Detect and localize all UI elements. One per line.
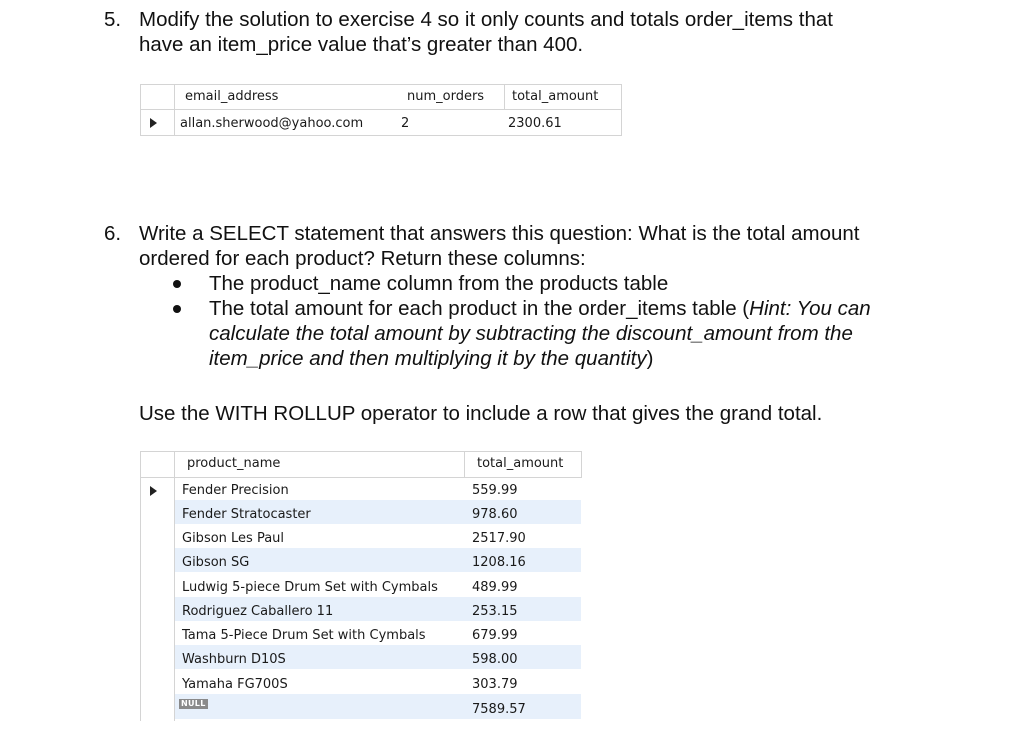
cell-product-name[interactable]: Ludwig 5-piece Drum Set with Cymbals [182, 580, 438, 595]
question-number: 6. [104, 222, 122, 245]
cell-product-name[interactable]: Yamaha FG700S [182, 677, 288, 692]
cell-total-amount[interactable]: 2517.90 [472, 531, 526, 546]
list-item [173, 296, 871, 371]
column-list [173, 271, 871, 371]
cell-product-name[interactable]: Fender Stratocaster [182, 507, 311, 522]
closing-paren: ) [646, 347, 654, 370]
cell-product-name[interactable]: Fender Precision [182, 483, 289, 498]
column-header-email-address[interactable]: email_address [185, 89, 279, 104]
hint-text: item_price and then multiplying it by the quantity [209, 347, 647, 370]
current-row-indicator-icon [150, 486, 157, 496]
question-5 [104, 7, 1004, 57]
cell-total-amount[interactable]: 978.60 [472, 507, 518, 522]
question-6 [104, 221, 1004, 271]
column-header-num-orders[interactable]: num_orders [407, 89, 485, 104]
column-header-total-amount[interactable]: total_amount [512, 89, 599, 104]
question-text-line-1: Write a SELECT statement that answers this question: What is the total amount [139, 222, 860, 245]
cell-total-amount[interactable]: 1208.16 [472, 555, 526, 570]
cell-product-name[interactable]: Rodriguez Caballero 11 [182, 604, 334, 619]
cell-product-name[interactable]: Gibson Les Paul [182, 531, 285, 546]
bullet-icon [173, 305, 181, 313]
cell-total-amount[interactable]: 303.79 [472, 677, 518, 692]
result-grid-1 [140, 84, 622, 136]
cell-product-name[interactable]: Tama 5-Piece Drum Set with Cymbals [182, 628, 426, 643]
cell-total-amount[interactable]: 598.00 [472, 652, 518, 667]
question-text-line-2: ordered for each product? Return these columns: [139, 247, 586, 270]
null-value-badge[interactable]: NULL [181, 699, 206, 708]
current-row-indicator-icon [150, 118, 157, 128]
result-grid-2 [140, 451, 582, 723]
cell-email-address[interactable]: allan.sherwood@yahoo.com [180, 116, 364, 131]
bullet-icon [173, 280, 181, 288]
bullet-text: The total amount for each product in the order_items table ( [209, 297, 750, 320]
bullet-text: The product_name column from the products table [209, 272, 669, 295]
cell-total-amount[interactable]: 7589.57 [472, 702, 526, 717]
question-text-line-2: have an item_price value that’s greater than 400. [139, 33, 584, 56]
hint-text: Hint: You can [749, 297, 871, 320]
cell-total-amount[interactable]: 679.99 [472, 628, 518, 643]
hint-text: calculate the total amount by subtracting the discount_amount from the [209, 322, 853, 345]
cell-num-orders[interactable]: 2 [401, 116, 410, 131]
rollup-instruction: Use the WITH ROLLUP operator to include a row that gives the grand total. [139, 402, 823, 425]
question-number: 5. [104, 8, 122, 31]
cell-product-name[interactable]: Washburn D10S [182, 652, 286, 667]
cell-total-amount[interactable]: 489.99 [472, 580, 518, 595]
list-item [173, 271, 871, 296]
cell-total-amount[interactable]: 253.15 [472, 604, 518, 619]
cell-total-amount[interactable]: 2300.61 [508, 116, 562, 131]
question-text-line-1: Modify the solution to exercise 4 so it only counts and totals order_items that [139, 8, 833, 31]
cell-product-name[interactable]: Gibson SG [182, 555, 250, 570]
cell-total-amount[interactable]: 559.99 [472, 483, 518, 498]
column-header-total-amount[interactable]: total_amount [477, 456, 564, 471]
column-header-product-name[interactable]: product_name [187, 456, 281, 471]
